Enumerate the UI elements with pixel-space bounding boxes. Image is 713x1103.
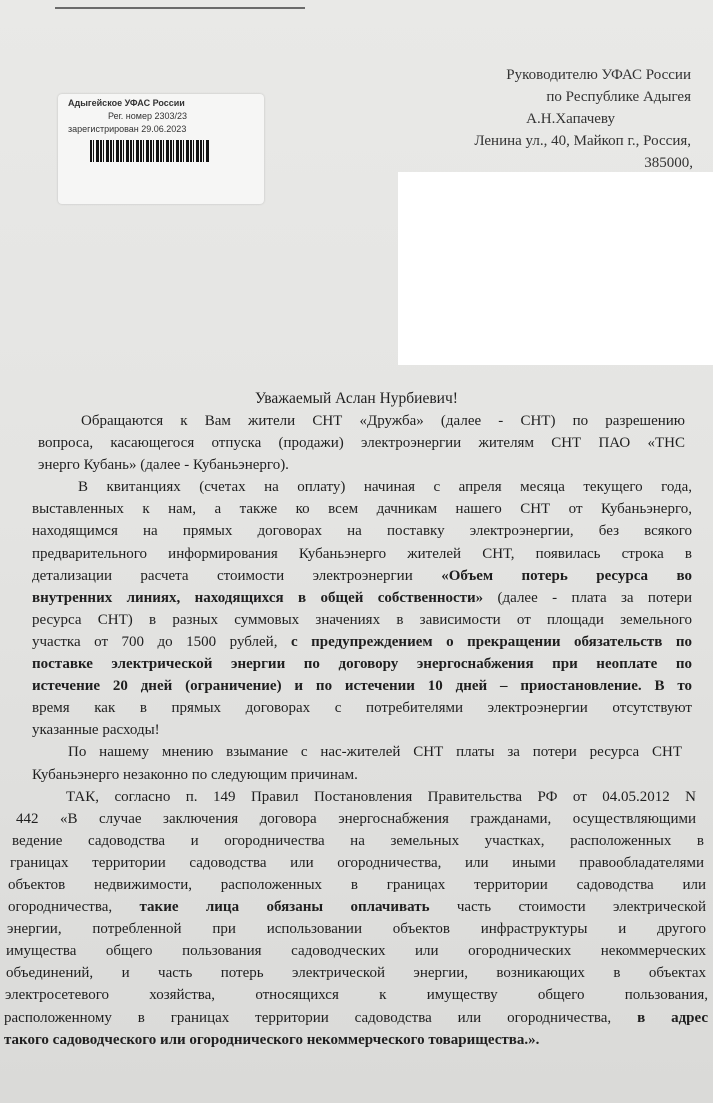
body-line-mixed xyxy=(32,675,692,697)
body-fragment: детализации расчета стоимости электроэнергии xyxy=(32,567,413,584)
body-line: имущества общего пользования садоводческих или огороднических некоммерческих xyxy=(6,943,706,960)
body-line: находящимся на прямых договорах на поставку электроэнергии, без всякого xyxy=(32,523,692,540)
body-line: энерго Кубань» (далее - Кубаньэнерго). xyxy=(38,457,289,474)
letter-body xyxy=(0,410,713,1051)
addressee-line: Ленина ул., 40, Майкоп г., Россия, xyxy=(474,133,691,149)
body-line-bold: поставке электрической энергии по договору энергоснабжения при неоплате по xyxy=(32,656,692,673)
addressee-line: по Республике Адыгея xyxy=(546,89,691,105)
stamp-office: Адыгейское УФАС России xyxy=(68,98,185,108)
body-fragment-bold: В то xyxy=(654,678,693,695)
body-line-bold: такого садоводческого или огороднического некоммерческого товарищества.». xyxy=(4,1031,540,1048)
body-fragment-bold: истечение 20 дней (ограничение) и по истечении 10 дней – приостановление. xyxy=(32,678,642,695)
body-line: ведение садоводства и огородничества на земельных участках, расположенных в xyxy=(12,832,704,849)
addressee-line: 385000, xyxy=(644,155,693,171)
registration-stamp xyxy=(58,94,264,204)
addressee-block xyxy=(474,64,691,174)
body-line: ресурса СНТ) в разных суммовых значениях в зависимости от площади земельного xyxy=(32,611,692,628)
body-fragment-bold: в адрес xyxy=(637,1009,708,1026)
body-line-mixed xyxy=(4,1007,708,1029)
body-fragment: участка от 700 до 1500 рублей, xyxy=(32,633,278,650)
body-line: По нашему мнению взымание с нас-жителей СНТ платы за потери ресурса СНТ xyxy=(68,744,682,761)
body-line: Кубаньэнерго незаконно по следующим причинам. xyxy=(32,766,358,783)
body-line: энергии, потребленной при использовании объектов инфраструктуры и другого xyxy=(7,921,706,938)
body-fragment-bold: «Объем потерь ресурса во xyxy=(441,567,692,584)
addressee-line: Руководителю УФАС России xyxy=(506,67,691,83)
top-edge-mark xyxy=(55,0,305,9)
stamp-registered-date: зарегистрирован 29.06.2023 xyxy=(68,124,187,134)
body-line: электросетевого хозяйства, относящихся к имуществу общего пользования, xyxy=(5,987,708,1004)
stamp-reg-number: Рег. номер 2303/23 xyxy=(108,111,188,121)
body-line: выставленных к нам, а также ко всем дачникам нашего СНТ от Кубаньэнерго, xyxy=(32,501,692,518)
body-line-mixed xyxy=(32,587,692,609)
body-line: границах территории садоводства или огородничества, или иными правообладателями xyxy=(10,854,704,871)
body-line: В квитанциях (счетах на оплату) начиная с апреля месяца текущего года, xyxy=(78,479,692,496)
body-line-mixed xyxy=(32,565,692,587)
body-line: объектов недвижимости, расположенных в границах территории садоводства или xyxy=(8,876,706,893)
body-line-mixed xyxy=(8,896,706,918)
body-fragment-bold: такие лица обязаны оплачивать xyxy=(139,899,430,916)
body-line: 442 «В случае заключения договора энергоснабжения гражданами, осуществляющими xyxy=(16,810,696,827)
salutation: Уважаемый Аслан Нурбиевич! xyxy=(255,390,458,407)
body-line: Обращаются к Вам жители СНТ «Дружба» (далее - СНТ) по разрешению xyxy=(81,413,685,429)
body-fragment-bold: внутренних линиях, находящихся в общей собственности» xyxy=(32,589,484,606)
addressee-line: А.Н.Хапачеву xyxy=(526,111,615,127)
body-line: указанные расходы! xyxy=(32,722,160,739)
body-line: ТАК, согласно п. 149 Правил Постановления Правительства РФ от 04.05.2012 N xyxy=(66,788,696,805)
body-fragment: расположенному в границах территории садоводства или огородничества, xyxy=(4,1009,612,1026)
redaction-block xyxy=(398,172,713,365)
body-fragment: огородничества, xyxy=(8,899,113,916)
body-line-mixed xyxy=(32,631,692,653)
body-fragment: часть стоимости электрической xyxy=(456,899,706,916)
body-line: предварительного информирования Кубаньэнерго жителей СНТ, появилась строка в xyxy=(32,545,692,562)
body-line: объединений, и часть потерь электрической энергии, возникающих в объектах xyxy=(6,965,706,982)
body-line: время как в прямых договорах с потребителями электроэнергии отсутствуют xyxy=(32,700,692,717)
body-fragment: (далее - плата за потери xyxy=(497,589,692,606)
body-line: вопроса, касающегося отпуска (продажи) электроэнергии жителям СНТ ПАО «ТНС xyxy=(38,435,685,452)
stamp-barcode xyxy=(90,140,210,162)
body-fragment-bold: с предупреждением о прекращении обязательств по xyxy=(290,633,693,650)
